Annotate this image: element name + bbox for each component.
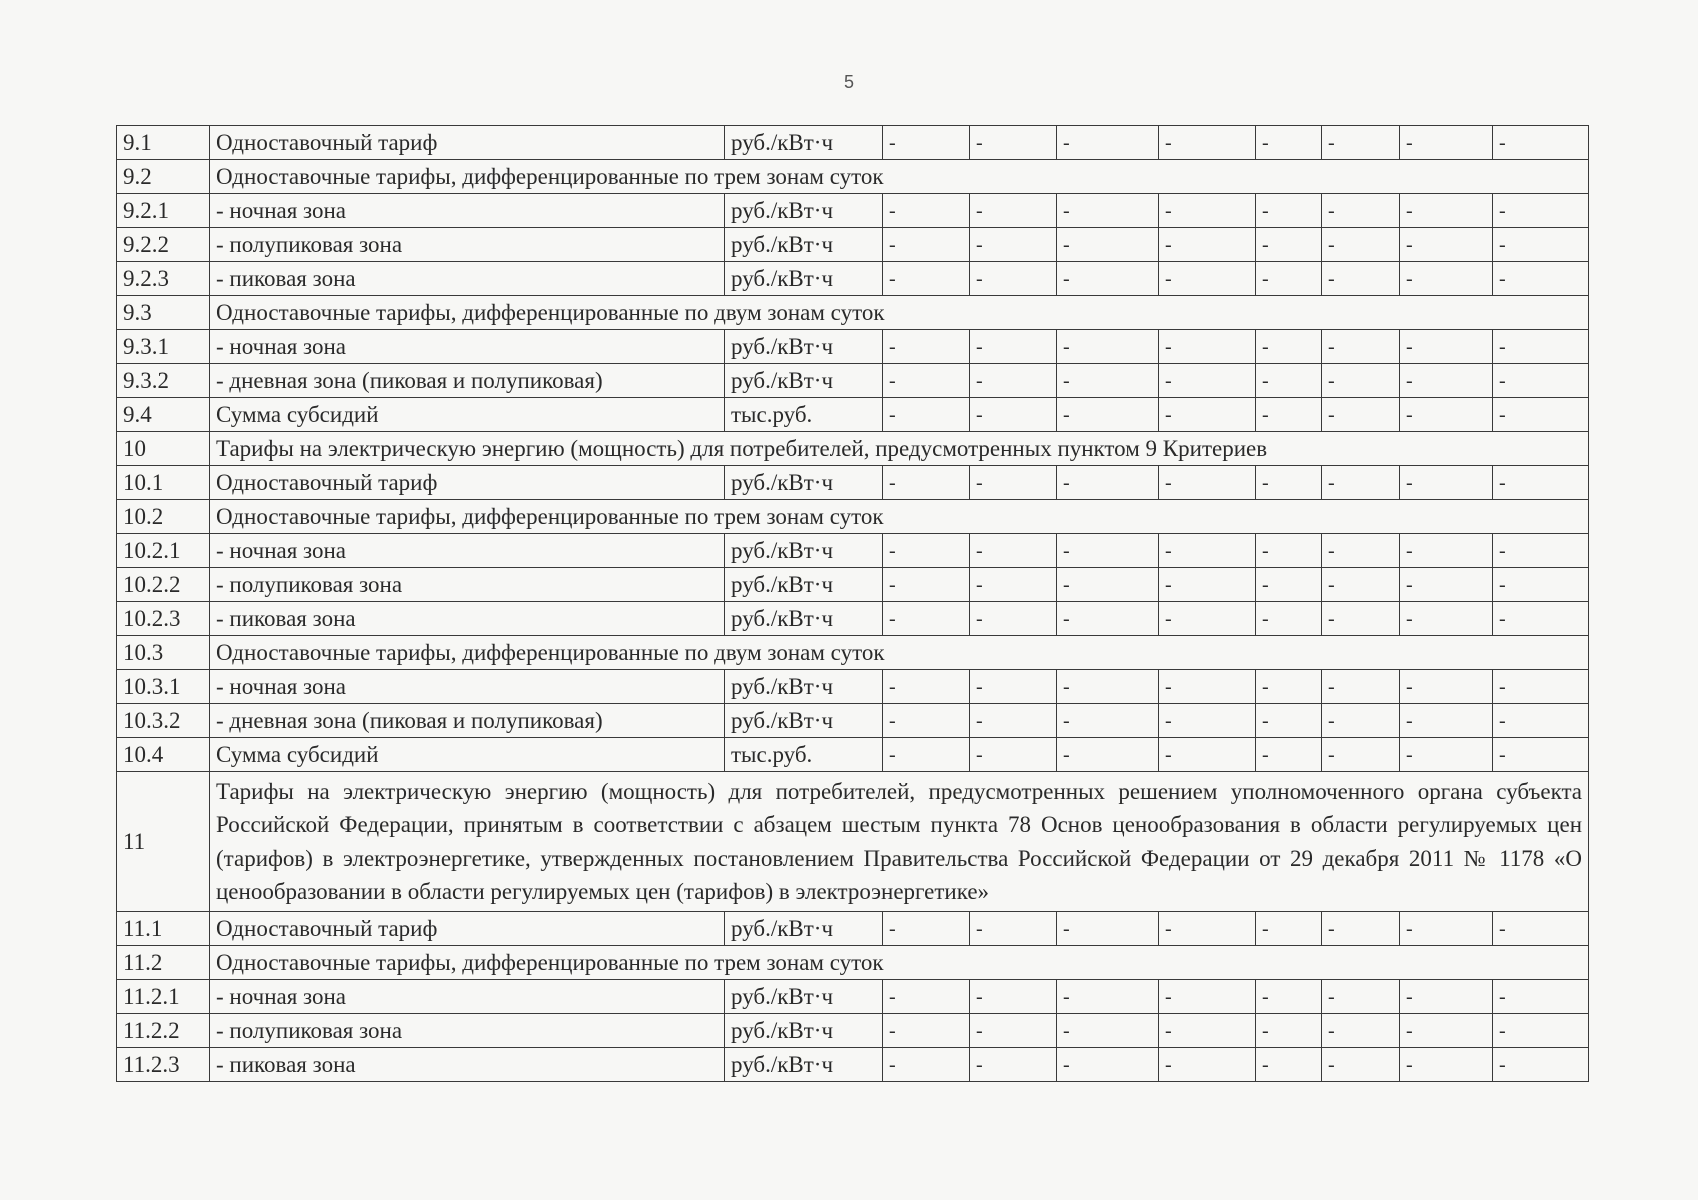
- row-unit: руб./кВт·ч: [725, 568, 883, 602]
- value-cell: -: [1493, 126, 1589, 160]
- table-row: [117, 330, 1589, 364]
- value-cell: -: [970, 398, 1057, 432]
- value-cell: -: [1256, 194, 1322, 228]
- value-cell: -: [970, 262, 1057, 296]
- value-cell: -: [1256, 262, 1322, 296]
- section-title: Тарифы на электрическую энергию (мощность) для потребителей, предусмотренных решением уполномоченного органа субъекта Российской Федерации, принятым в соответствии с абзацем шестым пункта 78 Основ ценообразования в области регулируемых цен (тарифов) в электроэнергетике, утвержденных постановлением Правительства Российской Федерации от 29 декабря 2011 № 1178 «О ценообразовании в области регулируемых цен (тарифов) в электроэнергетике»: [210, 772, 1589, 912]
- value-cell: -: [883, 980, 970, 1014]
- row-label: Одноставочный тариф: [210, 126, 725, 160]
- value-cell: -: [970, 364, 1057, 398]
- value-cell: -: [1057, 568, 1159, 602]
- value-cell: -: [1322, 1048, 1400, 1082]
- value-cell: -: [1400, 602, 1493, 636]
- value-cell: -: [1256, 364, 1322, 398]
- value-cell: -: [1159, 704, 1256, 738]
- value-cell: -: [1159, 330, 1256, 364]
- value-cell: -: [883, 228, 970, 262]
- row-label: Одноставочный тариф: [210, 466, 725, 500]
- value-cell: -: [970, 126, 1057, 160]
- value-cell: -: [970, 980, 1057, 1014]
- value-cell: -: [1493, 262, 1589, 296]
- value-cell: -: [970, 602, 1057, 636]
- value-cell: -: [1256, 912, 1322, 946]
- row-number: 10.3.1: [117, 670, 210, 704]
- row-unit: руб./кВт·ч: [725, 912, 883, 946]
- value-cell: -: [1400, 704, 1493, 738]
- value-cell: -: [1057, 364, 1159, 398]
- row-unit: руб./кВт·ч: [725, 228, 883, 262]
- value-cell: -: [1493, 568, 1589, 602]
- value-cell: -: [1057, 980, 1159, 1014]
- value-cell: -: [1256, 704, 1322, 738]
- row-number: 9.3.1: [117, 330, 210, 364]
- value-cell: -: [970, 466, 1057, 500]
- value-cell: -: [970, 534, 1057, 568]
- row-unit: тыс.руб.: [725, 398, 883, 432]
- value-cell: -: [1493, 912, 1589, 946]
- row-number: 10.2: [117, 500, 210, 534]
- value-cell: -: [1400, 534, 1493, 568]
- value-cell: -: [1159, 228, 1256, 262]
- value-cell: -: [883, 568, 970, 602]
- value-cell: -: [1322, 980, 1400, 1014]
- value-cell: -: [883, 1048, 970, 1082]
- row-number: 10.2.2: [117, 568, 210, 602]
- value-cell: -: [970, 670, 1057, 704]
- value-cell: -: [1256, 330, 1322, 364]
- value-cell: -: [1322, 1014, 1400, 1048]
- row-unit: руб./кВт·ч: [725, 1048, 883, 1082]
- row-number: 10: [117, 432, 210, 466]
- section-title: Одноставочные тарифы, дифференцированные по двум зонам суток: [210, 636, 1589, 670]
- table-row: [117, 738, 1589, 772]
- row-unit: руб./кВт·ч: [725, 670, 883, 704]
- table-row: [117, 364, 1589, 398]
- value-cell: -: [1256, 1014, 1322, 1048]
- row-number: 9.1: [117, 126, 210, 160]
- row-label: - ночная зона: [210, 670, 725, 704]
- row-unit: руб./кВт·ч: [725, 980, 883, 1014]
- value-cell: -: [883, 126, 970, 160]
- row-number: 11.1: [117, 912, 210, 946]
- row-unit: руб./кВт·ч: [725, 364, 883, 398]
- row-label: Одноставочный тариф: [210, 912, 725, 946]
- row-number: 10.2.1: [117, 534, 210, 568]
- value-cell: -: [1159, 262, 1256, 296]
- value-cell: -: [1057, 398, 1159, 432]
- row-unit: руб./кВт·ч: [725, 1014, 883, 1048]
- value-cell: -: [883, 194, 970, 228]
- value-cell: -: [1256, 568, 1322, 602]
- value-cell: -: [1493, 602, 1589, 636]
- row-label: - полупиковая зона: [210, 228, 725, 262]
- value-cell: -: [1400, 194, 1493, 228]
- value-cell: -: [1322, 228, 1400, 262]
- row-number: 11.2.2: [117, 1014, 210, 1048]
- table-row: [117, 534, 1589, 568]
- value-cell: -: [1256, 398, 1322, 432]
- table-row: [117, 160, 1589, 194]
- row-label: - дневная зона (пиковая и полупиковая): [210, 364, 725, 398]
- value-cell: -: [1256, 602, 1322, 636]
- value-cell: -: [1322, 398, 1400, 432]
- value-cell: -: [1493, 364, 1589, 398]
- value-cell: -: [1400, 670, 1493, 704]
- row-label: Сумма субсидий: [210, 398, 725, 432]
- value-cell: -: [1159, 568, 1256, 602]
- table-row: [117, 296, 1589, 330]
- row-label: - ночная зона: [210, 980, 725, 1014]
- section-title: Тарифы на электрическую энергию (мощность) для потребителей, предусмотренных пунктом 9 Критериев: [210, 432, 1589, 466]
- row-number: 11: [117, 772, 210, 912]
- table-row: [117, 704, 1589, 738]
- row-number: 10.3.2: [117, 704, 210, 738]
- table-row: [117, 432, 1589, 466]
- row-label: - пиковая зона: [210, 602, 725, 636]
- value-cell: -: [1057, 1048, 1159, 1082]
- value-cell: -: [1322, 466, 1400, 500]
- row-number: 10.1: [117, 466, 210, 500]
- value-cell: -: [1057, 126, 1159, 160]
- value-cell: -: [883, 364, 970, 398]
- value-cell: -: [1493, 738, 1589, 772]
- table-row: [117, 980, 1589, 1014]
- value-cell: -: [1322, 364, 1400, 398]
- table-row: [117, 194, 1589, 228]
- value-cell: -: [1159, 670, 1256, 704]
- row-number: 9.2: [117, 160, 210, 194]
- value-cell: -: [1159, 602, 1256, 636]
- value-cell: -: [1322, 704, 1400, 738]
- section-title: Одноставочные тарифы, дифференцированные по трем зонам суток: [210, 160, 1589, 194]
- value-cell: -: [883, 704, 970, 738]
- value-cell: -: [883, 466, 970, 500]
- value-cell: -: [1159, 126, 1256, 160]
- value-cell: -: [1057, 194, 1159, 228]
- value-cell: -: [883, 330, 970, 364]
- row-unit: руб./кВт·ч: [725, 534, 883, 568]
- value-cell: -: [1057, 670, 1159, 704]
- table-row: [117, 398, 1589, 432]
- value-cell: -: [1400, 126, 1493, 160]
- value-cell: -: [1322, 568, 1400, 602]
- value-cell: -: [1493, 330, 1589, 364]
- value-cell: -: [970, 912, 1057, 946]
- table-row: [117, 772, 1589, 912]
- value-cell: -: [1400, 1048, 1493, 1082]
- tariff-table-body: [117, 126, 1589, 1082]
- row-label: - ночная зона: [210, 330, 725, 364]
- value-cell: -: [970, 330, 1057, 364]
- row-label: - дневная зона (пиковая и полупиковая): [210, 704, 725, 738]
- value-cell: -: [1057, 262, 1159, 296]
- value-cell: -: [1057, 912, 1159, 946]
- row-number: 9.2.2: [117, 228, 210, 262]
- section-title: Одноставочные тарифы, дифференцированные по трем зонам суток: [210, 946, 1589, 980]
- value-cell: -: [1159, 738, 1256, 772]
- table-row: [117, 262, 1589, 296]
- value-cell: -: [970, 1014, 1057, 1048]
- table-row: [117, 568, 1589, 602]
- row-label: - ночная зона: [210, 194, 725, 228]
- value-cell: -: [1493, 980, 1589, 1014]
- value-cell: -: [1493, 228, 1589, 262]
- value-cell: -: [1256, 466, 1322, 500]
- row-label: - полупиковая зона: [210, 568, 725, 602]
- row-unit: руб./кВт·ч: [725, 194, 883, 228]
- row-number: 9.2.1: [117, 194, 210, 228]
- table-row: [117, 500, 1589, 534]
- value-cell: -: [1159, 534, 1256, 568]
- value-cell: -: [883, 670, 970, 704]
- section-title: Одноставочные тарифы, дифференцированные по двум зонам суток: [210, 296, 1589, 330]
- value-cell: -: [1493, 704, 1589, 738]
- row-unit: руб./кВт·ч: [725, 330, 883, 364]
- value-cell: -: [1322, 738, 1400, 772]
- value-cell: -: [1400, 330, 1493, 364]
- row-label: - пиковая зона: [210, 1048, 725, 1082]
- row-number: 11.2.1: [117, 980, 210, 1014]
- row-label: - пиковая зона: [210, 262, 725, 296]
- value-cell: -: [1256, 228, 1322, 262]
- row-unit: тыс.руб.: [725, 738, 883, 772]
- value-cell: -: [1057, 1014, 1159, 1048]
- row-number: 9.4: [117, 398, 210, 432]
- value-cell: -: [1322, 126, 1400, 160]
- row-number: 10.3: [117, 636, 210, 670]
- value-cell: -: [1057, 228, 1159, 262]
- value-cell: -: [1057, 534, 1159, 568]
- value-cell: -: [883, 398, 970, 432]
- table-row: [117, 228, 1589, 262]
- value-cell: -: [1400, 262, 1493, 296]
- value-cell: -: [1256, 534, 1322, 568]
- row-label: Сумма субсидий: [210, 738, 725, 772]
- value-cell: -: [970, 568, 1057, 602]
- value-cell: -: [1400, 980, 1493, 1014]
- value-cell: -: [1159, 194, 1256, 228]
- row-label: - полупиковая зона: [210, 1014, 725, 1048]
- value-cell: -: [883, 602, 970, 636]
- value-cell: -: [883, 262, 970, 296]
- table-row: [117, 466, 1589, 500]
- value-cell: -: [1400, 228, 1493, 262]
- value-cell: -: [1159, 1014, 1256, 1048]
- table-row: [117, 946, 1589, 980]
- value-cell: -: [1322, 330, 1400, 364]
- value-cell: -: [1057, 602, 1159, 636]
- table-row: [117, 602, 1589, 636]
- value-cell: -: [970, 1048, 1057, 1082]
- tariff-table: [116, 125, 1589, 1082]
- value-cell: -: [1159, 398, 1256, 432]
- value-cell: -: [1322, 912, 1400, 946]
- value-cell: -: [1159, 466, 1256, 500]
- value-cell: -: [1493, 1014, 1589, 1048]
- row-number: 9.3.2: [117, 364, 210, 398]
- row-unit: руб./кВт·ч: [725, 126, 883, 160]
- value-cell: -: [1057, 704, 1159, 738]
- table-row: [117, 912, 1589, 946]
- value-cell: -: [1400, 466, 1493, 500]
- row-unit: руб./кВт·ч: [725, 704, 883, 738]
- value-cell: -: [1493, 534, 1589, 568]
- value-cell: -: [1256, 1048, 1322, 1082]
- row-number: 11.2.3: [117, 1048, 210, 1082]
- value-cell: -: [1400, 1014, 1493, 1048]
- table-row: [117, 636, 1589, 670]
- table-row: [117, 1014, 1589, 1048]
- value-cell: -: [1400, 738, 1493, 772]
- table-row: [117, 1048, 1589, 1082]
- row-unit: руб./кВт·ч: [725, 262, 883, 296]
- value-cell: -: [883, 912, 970, 946]
- row-label: - ночная зона: [210, 534, 725, 568]
- value-cell: -: [1159, 980, 1256, 1014]
- page-number: 5: [843, 72, 854, 92]
- row-unit: руб./кВт·ч: [725, 466, 883, 500]
- value-cell: -: [1493, 670, 1589, 704]
- value-cell: -: [883, 534, 970, 568]
- table-row: [117, 670, 1589, 704]
- value-cell: -: [883, 738, 970, 772]
- value-cell: -: [1322, 534, 1400, 568]
- table-row: [117, 126, 1589, 160]
- row-number: 9.3: [117, 296, 210, 330]
- value-cell: -: [1322, 194, 1400, 228]
- value-cell: -: [1256, 670, 1322, 704]
- value-cell: -: [1400, 568, 1493, 602]
- value-cell: -: [1057, 738, 1159, 772]
- value-cell: -: [1322, 262, 1400, 296]
- value-cell: -: [970, 194, 1057, 228]
- value-cell: -: [1493, 1048, 1589, 1082]
- value-cell: -: [1493, 398, 1589, 432]
- row-unit: руб./кВт·ч: [725, 602, 883, 636]
- value-cell: -: [1322, 602, 1400, 636]
- row-number: 9.2.3: [117, 262, 210, 296]
- value-cell: -: [1159, 912, 1256, 946]
- value-cell: -: [1256, 126, 1322, 160]
- value-cell: -: [1493, 194, 1589, 228]
- value-cell: -: [1057, 466, 1159, 500]
- value-cell: -: [1057, 330, 1159, 364]
- value-cell: -: [1256, 738, 1322, 772]
- value-cell: -: [1322, 670, 1400, 704]
- value-cell: -: [1400, 398, 1493, 432]
- value-cell: -: [1159, 1048, 1256, 1082]
- value-cell: -: [1493, 466, 1589, 500]
- section-title: Одноставочные тарифы, дифференцированные по трем зонам суток: [210, 500, 1589, 534]
- value-cell: -: [970, 738, 1057, 772]
- value-cell: -: [883, 1014, 970, 1048]
- value-cell: -: [1159, 364, 1256, 398]
- row-number: 10.2.3: [117, 602, 210, 636]
- value-cell: -: [970, 228, 1057, 262]
- value-cell: -: [1256, 980, 1322, 1014]
- value-cell: -: [970, 704, 1057, 738]
- row-number: 11.2: [117, 946, 210, 980]
- value-cell: -: [1400, 364, 1493, 398]
- value-cell: -: [1400, 912, 1493, 946]
- row-number: 10.4: [117, 738, 210, 772]
